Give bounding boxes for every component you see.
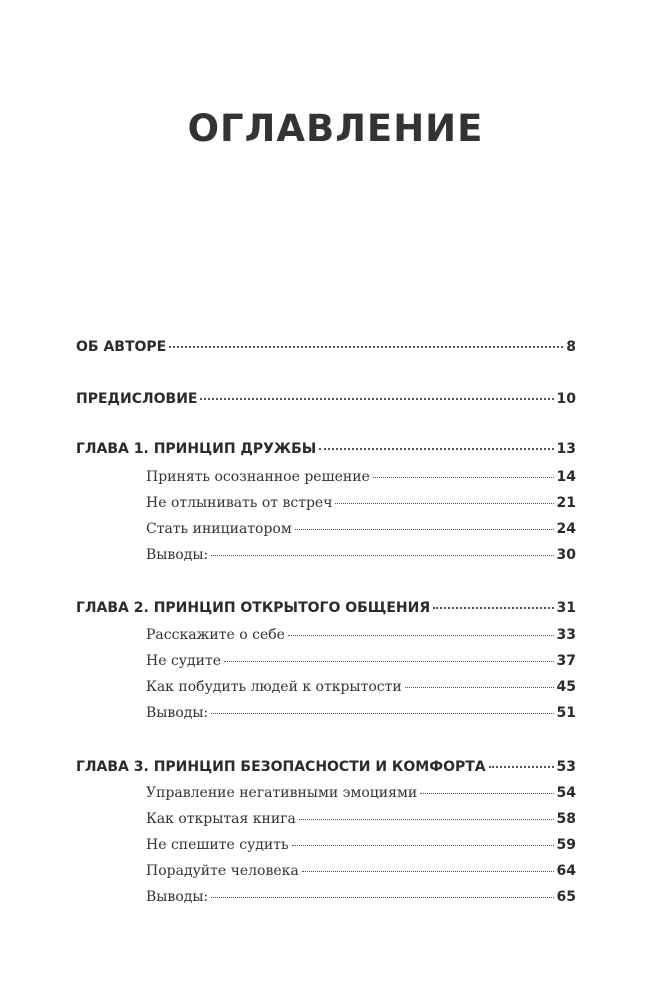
dot-leader — [169, 346, 563, 348]
dot-leader — [211, 713, 553, 714]
toc-entry-about-author[interactable] — [76, 339, 576, 361]
toc-entry-section[interactable] — [146, 785, 576, 807]
toc-entry-title: Как открытая книга — [146, 811, 296, 827]
toc-page-number: 31 — [556, 600, 576, 616]
toc-entry-title: Выводы: — [146, 889, 209, 905]
toc-page-number: 65 — [556, 889, 576, 905]
toc-page-number: 45 — [556, 679, 576, 695]
dot-leader — [335, 503, 553, 504]
toc-page-number: 33 — [556, 627, 576, 643]
dot-leader — [433, 607, 553, 609]
toc-page-number: 13 — [556, 441, 576, 457]
toc-entry-section[interactable] — [146, 521, 576, 543]
toc-page-number: 8 — [566, 339, 576, 355]
toc-entry-section[interactable] — [146, 469, 576, 491]
toc-entry-chapter-3[interactable] — [76, 759, 576, 781]
toc-entry-title: Порадуйте человека — [146, 863, 299, 879]
toc-page-number: 24 — [556, 521, 576, 537]
dot-leader — [405, 687, 554, 688]
toc-page-number: 58 — [556, 811, 576, 827]
toc-entry-title: Выводы: — [146, 705, 209, 721]
toc-entry-title: Выводы: — [146, 547, 209, 563]
toc-entry-chapter-1[interactable] — [76, 441, 576, 463]
toc-entry-chapter-2[interactable] — [76, 600, 576, 622]
toc-entry-title: Не отлынивать от встреч — [146, 495, 333, 511]
dot-leader — [211, 555, 553, 556]
toc-entry-preface[interactable] — [76, 391, 576, 413]
dot-leader — [302, 871, 554, 872]
toc-entry-title: Управление негативными эмоциями — [146, 785, 418, 801]
toc-page-number: 30 — [556, 547, 576, 563]
toc-entry-title: ГЛАВА 2. ПРИНЦИП ОТКРЫТОГО ОБЩЕНИЯ — [76, 600, 431, 616]
dot-leader — [319, 448, 553, 450]
toc-entry-section[interactable] — [146, 837, 576, 859]
toc-page-number: 54 — [556, 785, 576, 801]
toc-entry-title: Не спешите судить — [146, 837, 289, 853]
toc-entry-title: Расскажите о себе — [146, 627, 285, 643]
toc-page-number: 64 — [556, 863, 576, 879]
dot-leader — [224, 661, 554, 662]
toc-page-number: 10 — [556, 391, 576, 407]
dot-leader — [489, 766, 554, 768]
toc-page-number: 21 — [556, 495, 576, 511]
toc-entry-title: Принять осознанное решение — [146, 469, 370, 485]
dot-leader — [295, 529, 554, 530]
toc-entry-title: ГЛАВА 1. ПРИНЦИП ДРУЖБЫ — [76, 441, 317, 457]
dot-leader — [200, 398, 553, 400]
toc-entry-title: ОБ АВТОРЕ — [76, 339, 167, 355]
page-title: ОГЛАВЛЕНИЕ — [187, 107, 484, 150]
dot-leader — [420, 793, 553, 794]
dot-leader — [292, 845, 554, 846]
toc-entry-section[interactable] — [146, 679, 576, 701]
toc-entry-title: Стать инициатором — [146, 521, 292, 537]
toc-entry-section[interactable] — [146, 547, 576, 569]
toc-entry-section[interactable] — [146, 705, 576, 727]
dot-leader — [299, 819, 554, 820]
toc-entry-title: ПРЕДИСЛОВИЕ — [76, 391, 198, 407]
dot-leader — [288, 635, 554, 636]
toc-entry-section[interactable] — [146, 627, 576, 649]
toc-entry-section[interactable] — [146, 889, 576, 911]
toc-entry-title: Как побудить людей к открытости — [146, 679, 402, 695]
dot-leader — [211, 897, 553, 898]
toc-entry-title: ГЛАВА 3. ПРИНЦИП БЕЗОПАСНОСТИ И КОМФОРТА — [76, 759, 486, 775]
dot-leader — [373, 477, 554, 478]
toc-entry-section[interactable] — [146, 653, 576, 675]
toc-entry-section[interactable] — [146, 863, 576, 885]
toc-page-number: 37 — [556, 653, 576, 669]
toc-page-number: 59 — [556, 837, 576, 853]
toc-entry-section[interactable] — [146, 811, 576, 833]
toc-page-number: 14 — [556, 469, 576, 485]
toc-entry-title: Не судите — [146, 653, 222, 669]
toc-entry-section[interactable] — [146, 495, 576, 517]
toc-page-number: 51 — [556, 705, 576, 721]
toc-page-number: 53 — [556, 759, 576, 775]
